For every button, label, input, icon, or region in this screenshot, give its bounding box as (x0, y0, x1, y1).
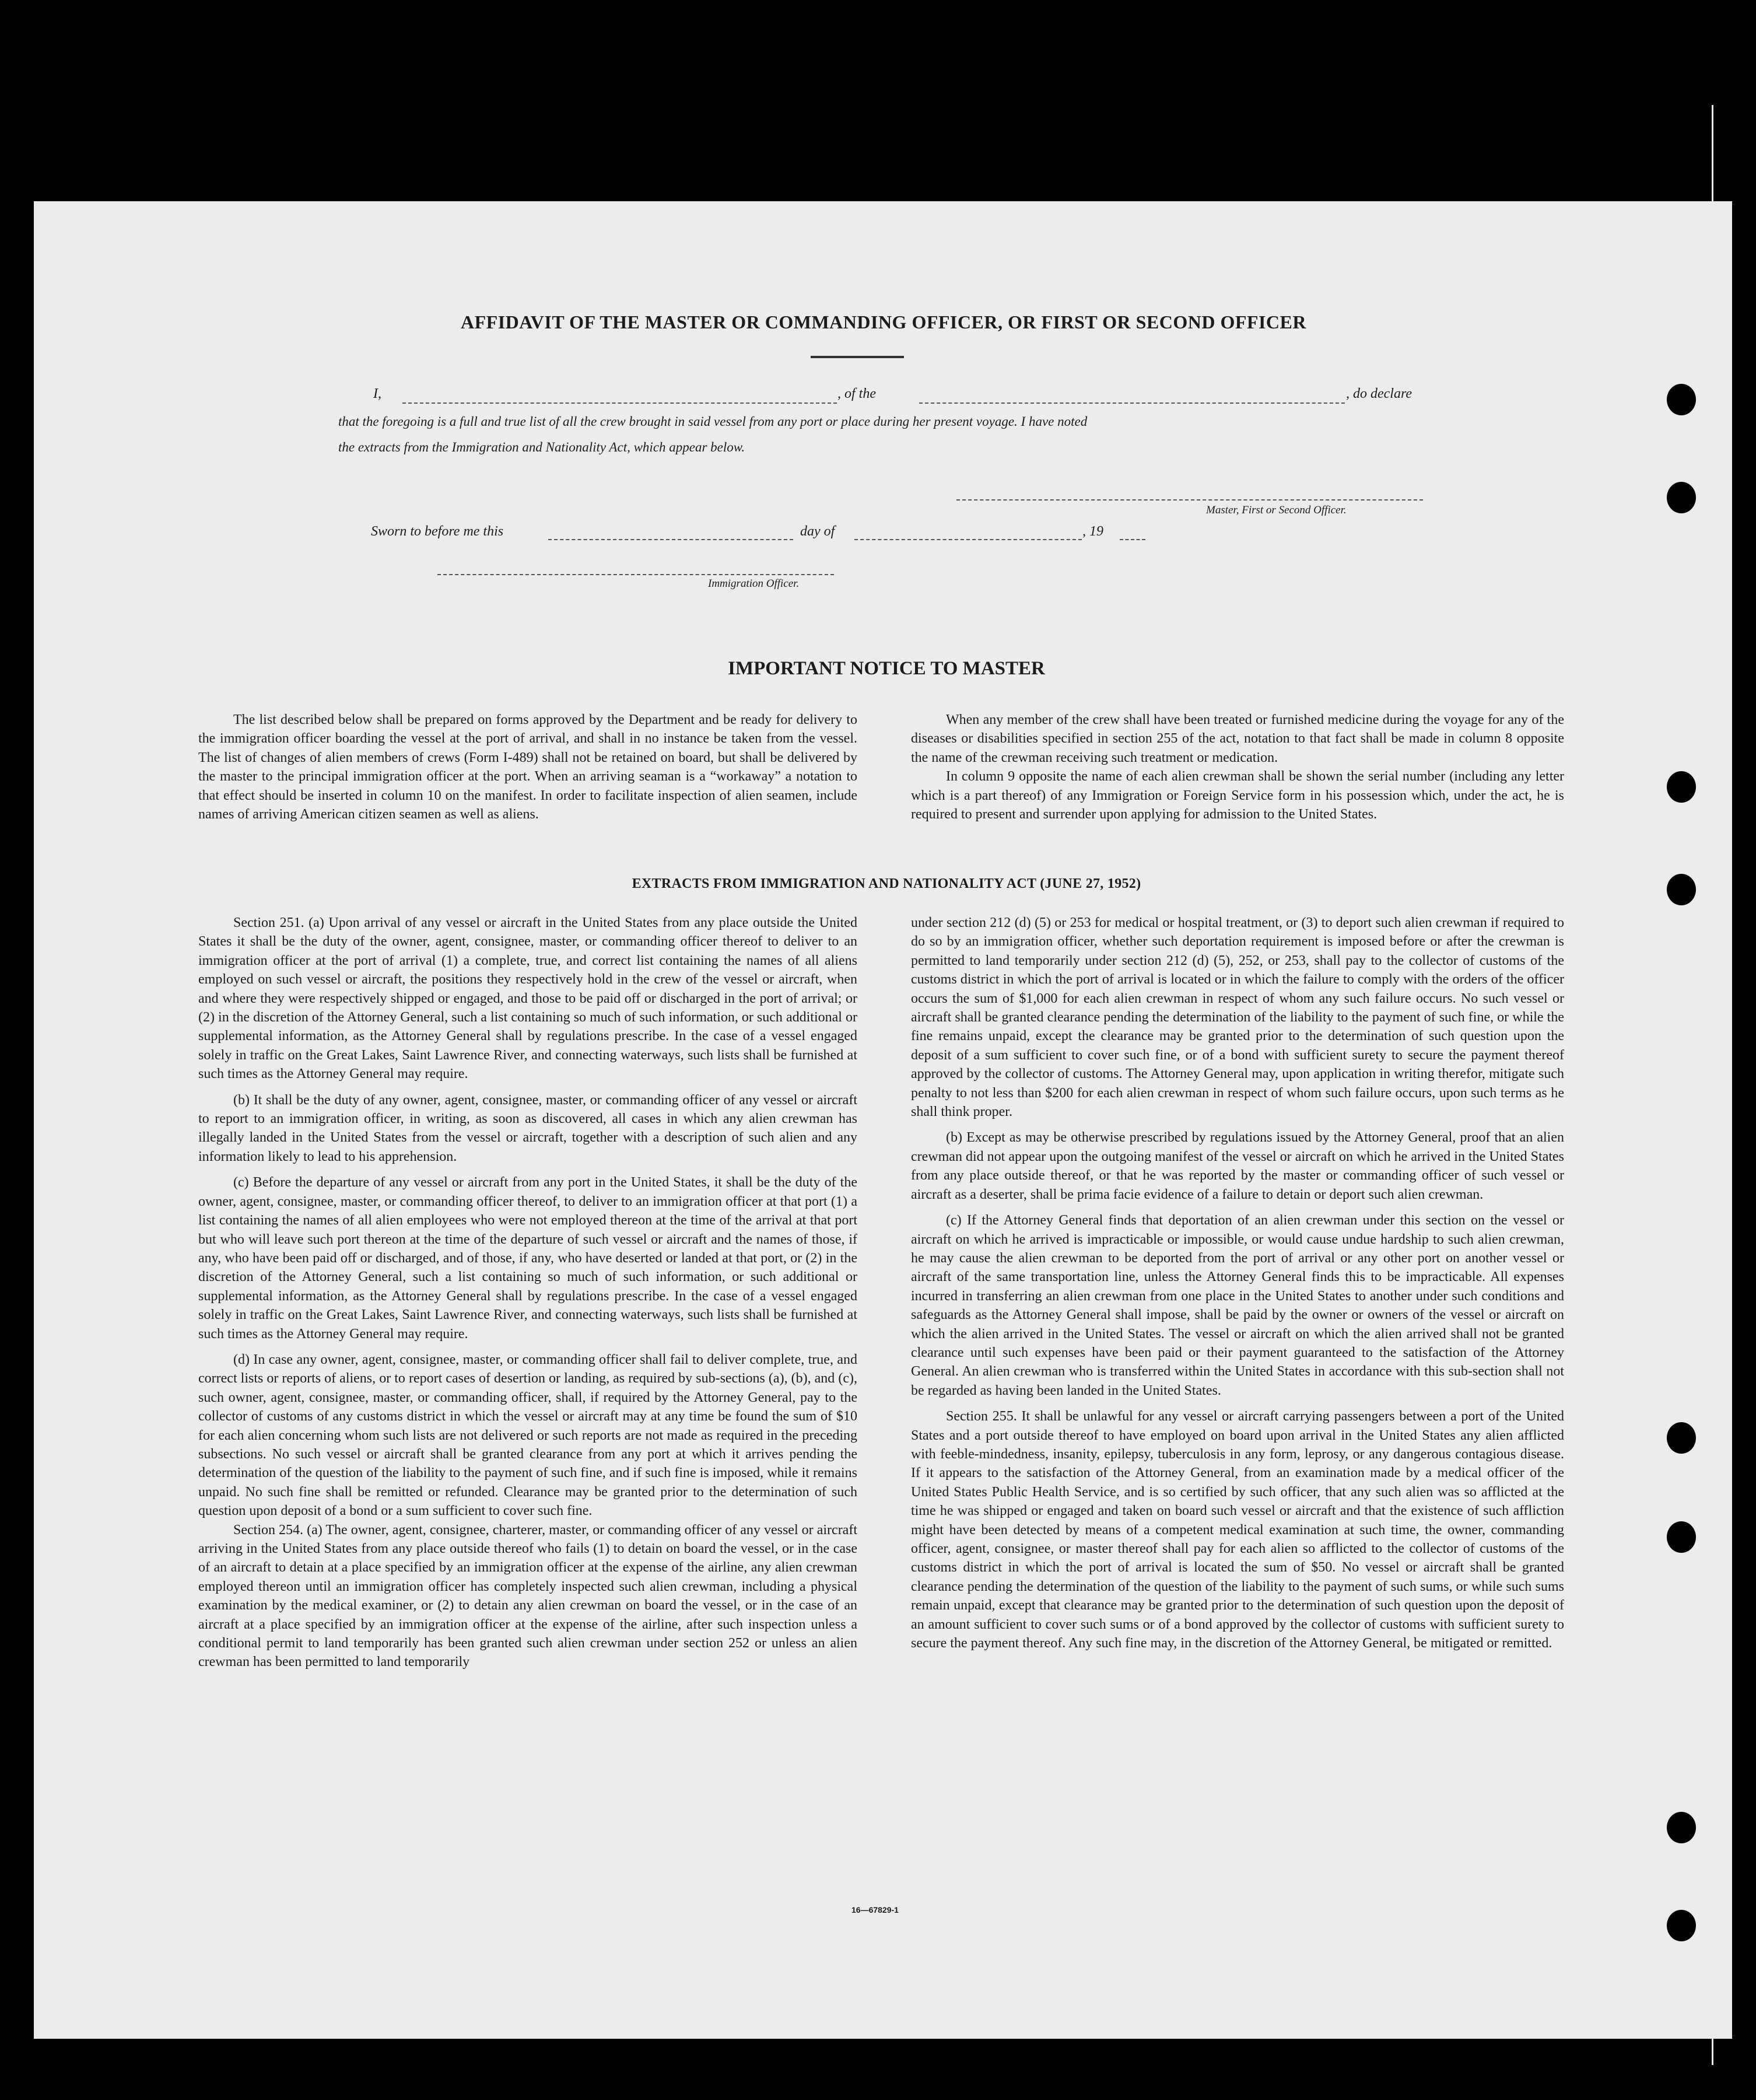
name-field-line[interactable] (402, 402, 837, 404)
master-signature-line[interactable] (956, 499, 1423, 501)
vessel-field-line[interactable] (919, 402, 1345, 404)
extracts-right-column (911, 914, 1564, 1653)
punch-hole (1667, 1812, 1696, 1843)
punch-hole (1667, 1521, 1696, 1553)
section-paragraph: Section 251. (a) Upon arrival of any vessel or aircraft in the United States from any place outside the United States it shall be the duty of the owner, agent, consignee, master, or commanding officer thereof to deliver to an immigration officer at the port of arrival (1) a complete, true, and correct list containing the names of all aliens employed on such vessel or aircraft, the positions they respectively hold in the crew of the vessel or aircraft, when and where they were respectively shipped or engaged, and those to be paid off or discharged in the port of arrival; or (2) in the discretion of the Attorney General, such a list containing so much of such information, or such additional or supplemental information, as the Attorney General shall by regulations prescribe. In the case of a vessel engaged solely in traffic on the Great Lakes, Saint Lawrence River, and connecting waterways, such lists shall be furnished at such times as the Attorney General may require. (198, 915, 857, 1082)
notice-paragraph: When any member of the crew shall have been treated or furnished medicine during the voyage for any of the diseases or disabilities specified in section 255 of the act, notation to that fact shall be made in column 8 opposite the name of the crewman receiving such treatment or medication. (911, 712, 1564, 765)
punch-hole (1667, 771, 1696, 803)
statement-line-1: that the foregoing is a full and true list of all the crew brought in said vessel from any port or place during her present voyage. I have noted (338, 414, 1088, 429)
affidavit-title: AFFIDAVIT OF THE MASTER OR COMMANDING OFFICER, OR FIRST OR SECOND OFFICER (461, 312, 1306, 332)
year-label: , 19 (1082, 524, 1103, 539)
section-paragraph: (b) Except as may be otherwise prescribed by regulations issued by the Attorney General, proof that an alien crewman did not appear upon the outgoing manifest of the vessel or aircraft on which he arrived in the United States from any place outside thereof, or that he was reported by the master or commanding officer of such vessel or aircraft as a deserter, shall be prima facie evidence of a failure to detain or deport such alien crewman. (911, 1130, 1564, 1202)
section-paragraph: (c) Before the departure of any vessel or aircraft from any port in the United States, it shall be the duty of the owner, agent, consignee, master, or commanding officer thereof, to deliver to an immigration officer at that port (1) a list containing the names of all alien employees who were not employed thereon at the time of the arrival at that port but who will leave such port thereon at the time of the departure of such vessel or aircraft and the names of those, if any, who have been paid off or discharged, and of those, if any, who have deserted or landed at that port, or (2) in the discretion of the Attorney General, such a list containing so much of such information, or such additional or supplemental information, as the Attorney General shall by regulations prescribe. In the case of a vessel engaged solely in traffic on the Great Lakes, Saint Lawrence River, and connecting waterways, such lists shall be furnished at such times as the Attorney General may require. (198, 1175, 857, 1342)
sworn-month-line[interactable] (854, 539, 1082, 540)
immigration-officer-label: Immigration Officer. (708, 578, 800, 590)
notice-title: IMPORTANT NOTICE TO MASTER (728, 658, 1045, 679)
section-paragraph: (c) If the Attorney General finds that deportation of an alien crewman under this section on the vessel or aircraft on which he arrived is impracticable or impossible, or would cause undue hardship to such alien crewman, he may cause the alien crewman to be deported from the port of arrival or any other port on another vessel or aircraft of the same transportation line, unless the Attorney General finds this to be impracticable. All expenses incurred in transferring an alien crewman from one place in the United States to another under such conditions and safeguards as the Attorney General shall impose, shall be paid by the owner or owners of the vessel or aircraft on which the alien arrived in the United States. The vessel or aircraft on which the alien arrived shall not be granted clearance until such expenses have been paid or their payment guaranteed to the satisfaction of the Attorney General. An alien crewman who is transferred within the United States in accordance with this sub-section shall not be regarded as having been landed in the United States. (911, 1213, 1564, 1398)
of-the-label: , of the (837, 386, 876, 401)
notice-right-column (911, 710, 1564, 824)
notice-left-column (198, 710, 857, 824)
title-rule (811, 356, 904, 358)
punch-hole (1667, 384, 1696, 415)
i-label: I, (373, 386, 381, 401)
sworn-day-line[interactable] (548, 539, 793, 540)
section-paragraph: Section 255. It shall be unlawful for any vessel or aircraft carrying passengers between a port of the United States and a port outside thereof to have employed on board upon arrival in the United States any alien afflicted with feeble-mindedness, insanity, epilepsy, tuberculosis in any form, leprosy, or any dangerous contagious disease. If it appears to the satisfaction of the Attorney General, from an examination made by a medical officer of the United States Public Health Service, and is so certified by such officer, that any such alien was so afflicted at the time he was shipped or engaged and taken on board such vessel or aircraft and that the existence of such affliction might have been detected by means of a competent medical examination at such time, the owner, commanding officer, agent, consignee, or master thereof shall pay for each alien so afflicted to the collector of customs of the customs district in which the port of arrival is located the sum of $50. No vessel or aircraft shall be granted clearance pending the determination of the question of the liability to the payment of such sums, or while such sums remain unpaid, except that clearance may be granted prior to the determination of such question upon the deposit of an amount sufficient to cover such sums or of a bond approved by the collector of customs with sufficient surety to secure the payment thereof. Any such fine may, in the discretion of the Attorney General, be mitigated or remitted. (911, 1409, 1564, 1651)
punch-hole (1667, 1422, 1696, 1454)
section-paragraph: (b) It shall be the duty of any owner, agent, consignee, master, or commanding officer of any vessel or aircraft to report to an immigration officer, in writing, as soon as discovered, all cases in which any alien crewman has illegally landed in the United States from the vessel or aircraft, together with a description of such alien and any information likely to lead to his apprehension. (198, 1092, 857, 1164)
section-paragraph: under section 212 (d) (5) or 253 for medical or hospital treatment, or (3) to deport such alien crewman if required to do so by an immigration officer, whether such deportation requirement is imposed before or after the crewman is permitted to land temporarily under section 212 (d) (5), 252, or 253, shall pay to the collector of customs of the customs district in which the port of arrival is located or in which the failure to comply with the orders of the officer occurs the sum of $1,000 for each alien crewman in respect of whom any such failure occurs. No such vessel or aircraft shall be granted clearance pending the determination of the liability to the payment of such fine, or while the fine remains unpaid, except the clearance may be granted prior to the determination of such question upon the deposit of a sum sufficient to cover such fine, or of a bond with sufficient surety to secure the payment thereof approved by the collector of customs. The Attorney General may, upon application in writing therefor, mitigate such penalty to not less than $200 for each alien crewman in respect of whom such failure occurs, upon such terms as he shall think proper. (911, 915, 1564, 1120)
immigration-officer-signature-line[interactable] (437, 574, 834, 575)
day-of-label: day of (800, 524, 835, 539)
notice-paragraph: In column 9 opposite the name of each alien crewman shall be shown the serial number (including any letter which is a part thereof) of any Immigration or Foreign Service form in his possession which, under the act, he is required to present and surrender upon applying for admission to the United States. (911, 769, 1564, 822)
sworn-year-line[interactable] (1120, 539, 1145, 540)
punch-hole (1667, 1910, 1696, 1941)
statement-line-2: the extracts from the Immigration and Nationality Act, which appear below. (338, 440, 745, 454)
punch-hole (1667, 482, 1696, 513)
sworn-label: Sworn to before me this (371, 524, 504, 539)
section-paragraph: (d) In case any owner, agent, consignee, master, or commanding officer shall fail to deliver complete, true, and correct lists or reports of aliens, or to report cases of desertion or landing, as required by sub-sections (a), (b), and (c), such owner, agent, consignee, master, or commanding officer, shall, if required by the Attorney General, pay to the collector of customs of any customs district in which the vessel or aircraft may at any time be found the sum of $10 for each alien concerning whom such lists are not delivered or such reports are not made as required in the preceding subsections. No such vessel or aircraft shall be granted clearance from any port at which it arrives pending the determination of the question of the liability to the payment of such fine, and if such fine is imposed, while it remains unpaid. No such fine shall be remitted or refunded. Clearance may be granted prior to the determination of such question upon deposit of a bond or a sum sufficient to cover such fine. (198, 1352, 857, 1519)
form-number: 16—67829-1 (851, 1905, 899, 1915)
extracts-title: EXTRACTS FROM IMMIGRATION AND NATIONALITY ACT (JUNE 27, 1952) (632, 876, 1141, 891)
notice-paragraph: The list described below shall be prepared on forms approved by the Department and be ready for delivery to the immigration officer boarding the vessel at the port of arrival, and shall in no instance be taken from the vessel. The list of changes of alien members of crews (Form I-489) shall not be retained on board, but shall be delivered by the master to the principal immigration officer at the port. When an arriving seaman is a “workaway” a notation to that effect should be inserted in column 10 on the manifest. In order to facilitate inspection of alien seamen, include names of arriving American citizen seamen as well as aliens. (198, 712, 857, 822)
extracts-left-column (198, 914, 857, 1672)
do-declare-label: , do declare (1346, 386, 1412, 401)
section-paragraph: Section 254. (a) The owner, agent, consignee, charterer, master, or commanding officer of any vessel or aircraft arriving in the United States from any place outside thereof who fails (1) to detain on board the vessel, or in the case of an aircraft to detain at a place specified by an immigration officer at the expense of the airline, any alien crewman employed thereon until an immigration officer has completely inspected such alien crewman, including a physical examination by the medical examiner, or (2) to detain any alien crewman on board the vessel, or in the case of an aircraft at a place specified by an immigration officer at the expense of the airline, after such inspection unless a conditional permit to land temporarily has been granted such alien crewman under section 252 or unless an alien crewman has been permitted to land temporarily (198, 1522, 857, 1670)
master-signature-label: Master, First or Second Officer. (1206, 504, 1347, 516)
punch-hole (1667, 874, 1696, 905)
